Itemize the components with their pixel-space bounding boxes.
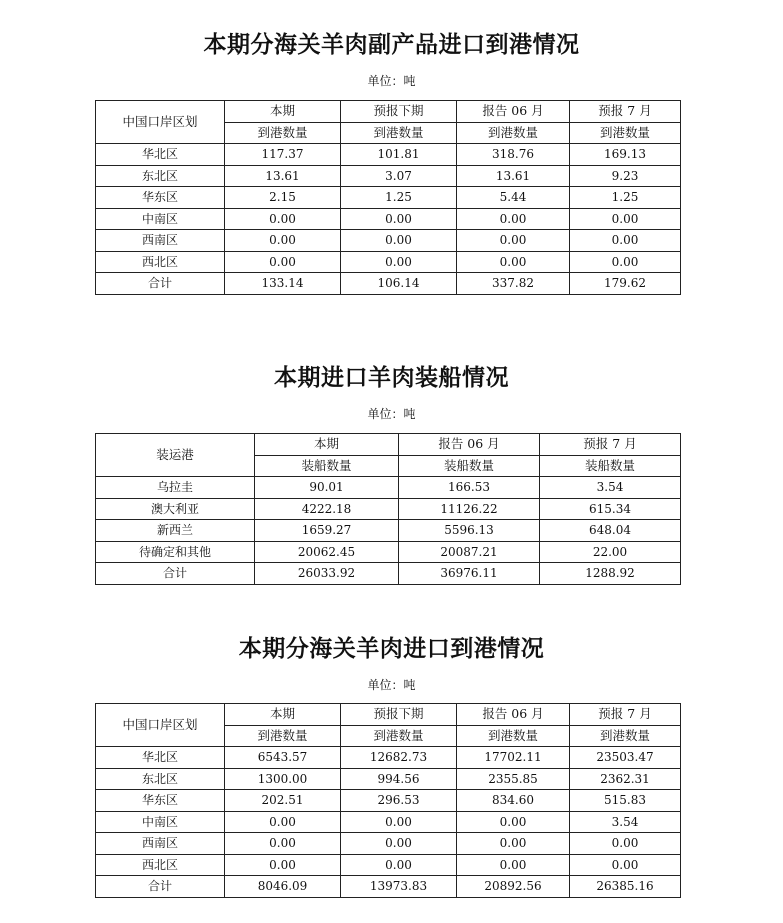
table3-col-header: 报告 06 月: [457, 704, 570, 726]
cell-value: 1288.92: [540, 563, 681, 585]
cell-value: 0.00: [570, 230, 681, 252]
table-row: [96, 251, 681, 273]
cell-value: 0.00: [457, 833, 570, 855]
cell-value: 615.34: [540, 498, 681, 520]
table-total-row: [96, 273, 681, 295]
row-label: 中南区: [96, 208, 225, 230]
cell-value: 22.00: [540, 541, 681, 563]
table1-title: 本期分海关羊肉副产品进口到港情况: [203, 32, 580, 58]
table2-header-row: [96, 434, 681, 456]
cell-value: 3.07: [341, 165, 457, 187]
cell-value: 0.00: [225, 811, 341, 833]
cell-value: 318.76: [457, 144, 570, 166]
cell-value: 3.54: [570, 811, 681, 833]
table1-row-header: 中国口岸区划: [96, 101, 225, 144]
table1-sub-header: 到港数量: [341, 122, 457, 144]
table-row: [96, 520, 681, 542]
cell-value: 2355.85: [457, 768, 570, 790]
cell-value: 17702.11: [457, 747, 570, 769]
cell-value: 1659.27: [255, 520, 399, 542]
row-label: 西南区: [96, 833, 225, 855]
cell-value: 337.82: [457, 273, 570, 295]
table3-row-header: 中国口岸区划: [96, 704, 225, 747]
row-label: 西北区: [96, 854, 225, 876]
cell-value: 20062.45: [255, 541, 399, 563]
table1-col-header: 预报 7 月: [570, 101, 681, 123]
row-label: 合计: [96, 563, 255, 585]
cell-value: 133.14: [225, 273, 341, 295]
cell-value: 26033.92: [255, 563, 399, 585]
table-row: [96, 541, 681, 563]
cell-value: 0.00: [341, 854, 457, 876]
table-row: [96, 854, 681, 876]
table3-sub-header: 到港数量: [457, 725, 570, 747]
cell-value: 648.04: [540, 520, 681, 542]
cell-value: 0.00: [457, 230, 570, 252]
table2-sub-header: 装船数量: [540, 455, 681, 477]
cell-value: 13973.83: [341, 876, 457, 898]
cell-value: 169.13: [570, 144, 681, 166]
row-label: 中南区: [96, 811, 225, 833]
table1-sub-header: 到港数量: [457, 122, 570, 144]
row-label: 新西兰: [96, 520, 255, 542]
cell-value: 36976.11: [399, 563, 540, 585]
cell-value: 9.23: [570, 165, 681, 187]
row-label: 合计: [96, 876, 225, 898]
cell-value: 0.00: [225, 208, 341, 230]
cell-value: 0.00: [341, 251, 457, 273]
row-label: 东北区: [96, 768, 225, 790]
cell-value: 12682.73: [341, 747, 457, 769]
cell-value: 1.25: [570, 187, 681, 209]
table1-col-header: 预报下期: [341, 101, 457, 123]
cell-value: 1300.00: [225, 768, 341, 790]
table2-col-header: 报告 06 月: [399, 434, 540, 456]
table3-sub-header: 到港数量: [225, 725, 341, 747]
cell-value: 2.15: [225, 187, 341, 209]
table1: [95, 100, 681, 295]
row-label: 华东区: [96, 790, 225, 812]
cell-value: 101.81: [341, 144, 457, 166]
table-row: [96, 165, 681, 187]
table3-title: 本期分海关羊肉进口到港情况: [238, 636, 545, 662]
row-label: 乌拉圭: [96, 477, 255, 499]
cell-value: 0.00: [341, 208, 457, 230]
cell-value: 117.37: [225, 144, 341, 166]
table3-col-header: 预报 7 月: [570, 704, 681, 726]
cell-value: 4222.18: [255, 498, 399, 520]
cell-value: 0.00: [341, 811, 457, 833]
cell-value: 0.00: [225, 854, 341, 876]
row-label: 东北区: [96, 165, 225, 187]
cell-value: 0.00: [570, 251, 681, 273]
cell-value: 26385.16: [570, 876, 681, 898]
cell-value: 0.00: [570, 208, 681, 230]
cell-value: 0.00: [225, 833, 341, 855]
table-row: [96, 187, 681, 209]
cell-value: 8046.09: [225, 876, 341, 898]
cell-value: 2362.31: [570, 768, 681, 790]
cell-value: 90.01: [255, 477, 399, 499]
table2: [95, 433, 681, 585]
cell-value: 23503.47: [570, 747, 681, 769]
row-label: 华东区: [96, 187, 225, 209]
cell-value: 5.44: [457, 187, 570, 209]
cell-value: 834.60: [457, 790, 570, 812]
table2-unit: 单位：吨: [367, 407, 416, 421]
cell-value: 1.25: [341, 187, 457, 209]
table-row: [96, 477, 681, 499]
cell-value: 166.53: [399, 477, 540, 499]
cell-value: 6543.57: [225, 747, 341, 769]
table3-col-header: 预报下期: [341, 704, 457, 726]
table-row: [96, 811, 681, 833]
table1-sub-header: 到港数量: [225, 122, 341, 144]
table-row: [96, 747, 681, 769]
table-total-row: [96, 563, 681, 585]
cell-value: 0.00: [225, 251, 341, 273]
cell-value: 296.53: [341, 790, 457, 812]
cell-value: 994.56: [341, 768, 457, 790]
cell-value: 13.61: [457, 165, 570, 187]
table1-col-header: 本期: [225, 101, 341, 123]
row-label: 澳大利亚: [96, 498, 255, 520]
table-row: [96, 230, 681, 252]
cell-value: 20087.21: [399, 541, 540, 563]
table-row: [96, 790, 681, 812]
row-label: 合计: [96, 273, 225, 295]
cell-value: 0.00: [341, 230, 457, 252]
row-label: 西北区: [96, 251, 225, 273]
cell-value: 179.62: [570, 273, 681, 295]
table2-title: 本期进口羊肉装船情况: [274, 365, 509, 391]
cell-value: 0.00: [341, 833, 457, 855]
cell-value: 0.00: [457, 208, 570, 230]
cell-value: 11126.22: [399, 498, 540, 520]
table2-col-header: 预报 7 月: [540, 434, 681, 456]
row-label: 待确定和其他: [96, 541, 255, 563]
cell-value: 0.00: [225, 230, 341, 252]
table3-unit: 单位：吨: [367, 678, 416, 692]
table1-unit: 单位：吨: [367, 74, 416, 88]
cell-value: 5596.13: [399, 520, 540, 542]
table3-header-row: [96, 704, 681, 726]
table1-header-row: [96, 101, 681, 123]
table-row: [96, 144, 681, 166]
cell-value: 20892.56: [457, 876, 570, 898]
cell-value: 13.61: [225, 165, 341, 187]
cell-value: 0.00: [457, 811, 570, 833]
cell-value: 0.00: [570, 833, 681, 855]
cell-value: 202.51: [225, 790, 341, 812]
table3-col-header: 本期: [225, 704, 341, 726]
table3-sub-header: 到港数量: [341, 725, 457, 747]
table2-sub-header: 装船数量: [399, 455, 540, 477]
table2-sub-header: 装船数量: [255, 455, 399, 477]
cell-value: 106.14: [341, 273, 457, 295]
table1-col-header: 报告 06 月: [457, 101, 570, 123]
cell-value: 0.00: [570, 854, 681, 876]
table-total-row: [96, 876, 681, 898]
cell-value: 515.83: [570, 790, 681, 812]
table3: [95, 703, 681, 898]
table2-row-header: 装运港: [96, 434, 255, 477]
row-label: 华北区: [96, 747, 225, 769]
table1-sub-header: 到港数量: [570, 122, 681, 144]
table-row: [96, 768, 681, 790]
cell-value: 3.54: [540, 477, 681, 499]
table2-col-header: 本期: [255, 434, 399, 456]
table-row: [96, 208, 681, 230]
table-row: [96, 833, 681, 855]
row-label: 华北区: [96, 144, 225, 166]
cell-value: 0.00: [457, 854, 570, 876]
table-row: [96, 498, 681, 520]
cell-value: 0.00: [457, 251, 570, 273]
table3-sub-header: 到港数量: [570, 725, 681, 747]
row-label: 西南区: [96, 230, 225, 252]
